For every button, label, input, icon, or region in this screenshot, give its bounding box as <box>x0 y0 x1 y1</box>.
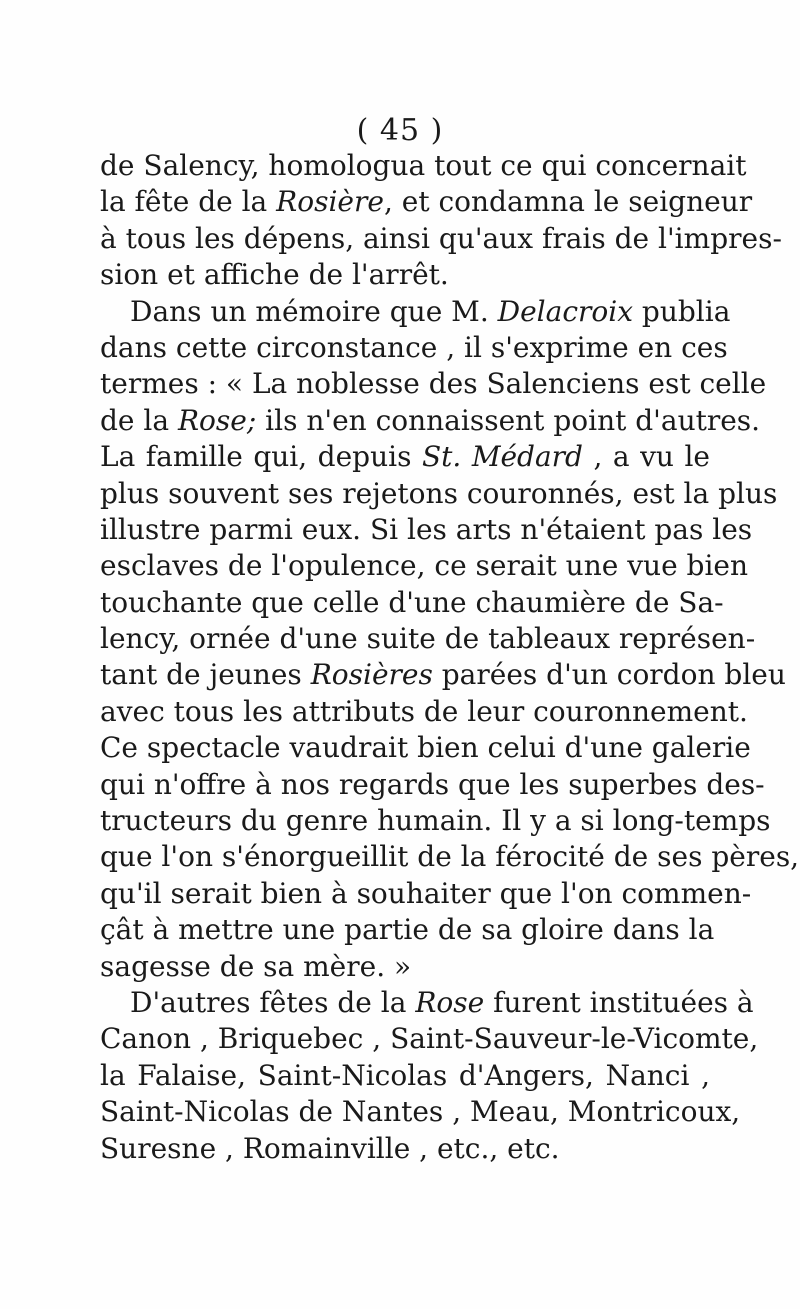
text-segment: que l'on s'énorgueillit de la férocité de ses pères, <box>100 840 800 874</box>
text-line <box>100 366 767 402</box>
text-line <box>100 512 753 548</box>
text-line <box>100 330 728 366</box>
text-segment: la Falaise, Saint-Nicolas d'Angers, Nanci , <box>100 1058 710 1092</box>
text-line <box>100 694 748 730</box>
text-segment: à tous les dépens, ainsi qu'aux frais de l'impres- <box>100 221 782 255</box>
text-segment: publia <box>633 294 731 328</box>
text-segment: Suresne , Romainville , etc., etc. <box>100 1131 560 1165</box>
text-line <box>100 1094 741 1130</box>
text-segment: , et condamna le seigneur <box>383 185 753 219</box>
text-line <box>100 294 731 330</box>
text-segment: Ce spectacle vaudrait bien celui d'une galerie <box>100 731 751 765</box>
text-segment: touchante que celle d'une chaumière de Sa- <box>100 585 724 619</box>
text-segment: parées d'un cordon bleu <box>432 658 786 692</box>
text-segment: Saint-Nicolas de Nantes , Meau, Montricoux, <box>100 1095 741 1129</box>
text-segment: , a vu le <box>582 440 710 474</box>
text-segment: de la <box>100 403 178 437</box>
text-segment: avec tous les attributs de leur couronnement. <box>100 694 748 728</box>
text-line <box>100 184 753 220</box>
text-segment: D'autres fêtes de la <box>130 985 416 1019</box>
text-line <box>100 257 710 293</box>
text-segment: de Salency, homologua tout ce qui concernait <box>100 149 747 182</box>
text-line <box>100 803 771 839</box>
text-segment: lency, ornée d'une suite de tableaux représen- <box>100 622 756 656</box>
text-segment: sagesse de sa mère. » <box>100 949 412 983</box>
italic-text: St. Médard <box>421 440 583 474</box>
text-line <box>100 730 751 766</box>
italic-text: Rose; <box>177 403 257 437</box>
text-line <box>100 876 752 912</box>
text-segment: illustre parmi eux. Si les arts n'étaient pas les <box>100 512 753 546</box>
text-line <box>100 148 747 184</box>
text-line <box>100 403 761 439</box>
text-segment: Canon , Briquebec , Saint-Sauveur-le-Vicomte, <box>100 1022 759 1056</box>
page-number: ( 45 ) <box>356 113 444 148</box>
text-segment: çât à mettre une partie de sa gloire dans la <box>100 913 715 947</box>
text-line <box>100 949 710 985</box>
italic-text: Rosières <box>310 658 433 692</box>
text-segment: tructeurs du genre humain. Il y a si long-temps <box>100 804 771 838</box>
text-line <box>100 585 724 621</box>
text-segment: ils n'en connaissent point d'autres. <box>256 403 761 437</box>
text-line <box>100 621 756 657</box>
text-line <box>100 767 765 803</box>
text-segment: termes : « La noblesse des Salenciens est celle <box>100 367 767 401</box>
text-segment: Dans un mémoire que M. <box>130 294 498 328</box>
italic-text: Delacroix <box>497 294 633 328</box>
body-text <box>100 148 800 1167</box>
text-segment: plus souvent ses rejetons couronnés, est la plus <box>100 476 778 510</box>
text-segment: esclaves de l'opulence, ce serait une vue bien <box>100 549 749 583</box>
italic-text: Rosière <box>276 185 384 219</box>
text-segment: qu'il serait bien à souhaiter que l'on commen- <box>100 876 752 910</box>
text-segment: dans cette circonstance , il s'exprime en ces <box>100 330 728 364</box>
text-line <box>100 439 710 475</box>
text-segment: furent instituées à <box>484 985 754 1019</box>
text-segment: tant de jeunes <box>100 658 311 692</box>
text-line <box>100 657 786 693</box>
text-line <box>100 476 778 512</box>
text-segment: la fête de la <box>100 185 277 219</box>
text-line <box>100 985 754 1021</box>
text-line <box>100 912 715 948</box>
text-line <box>100 1021 759 1057</box>
text-line <box>100 1058 710 1094</box>
text-segment: La famille qui, depuis <box>100 440 422 474</box>
text-segment: qui n'offre à nos regards que les superbes des- <box>100 767 765 801</box>
text-line <box>100 1131 710 1167</box>
text-line <box>100 221 782 257</box>
text-line <box>100 548 749 584</box>
italic-text: Rose <box>415 985 485 1019</box>
text-line <box>100 839 800 875</box>
text-segment: sion et affiche de l'arrêt. <box>100 258 449 292</box>
